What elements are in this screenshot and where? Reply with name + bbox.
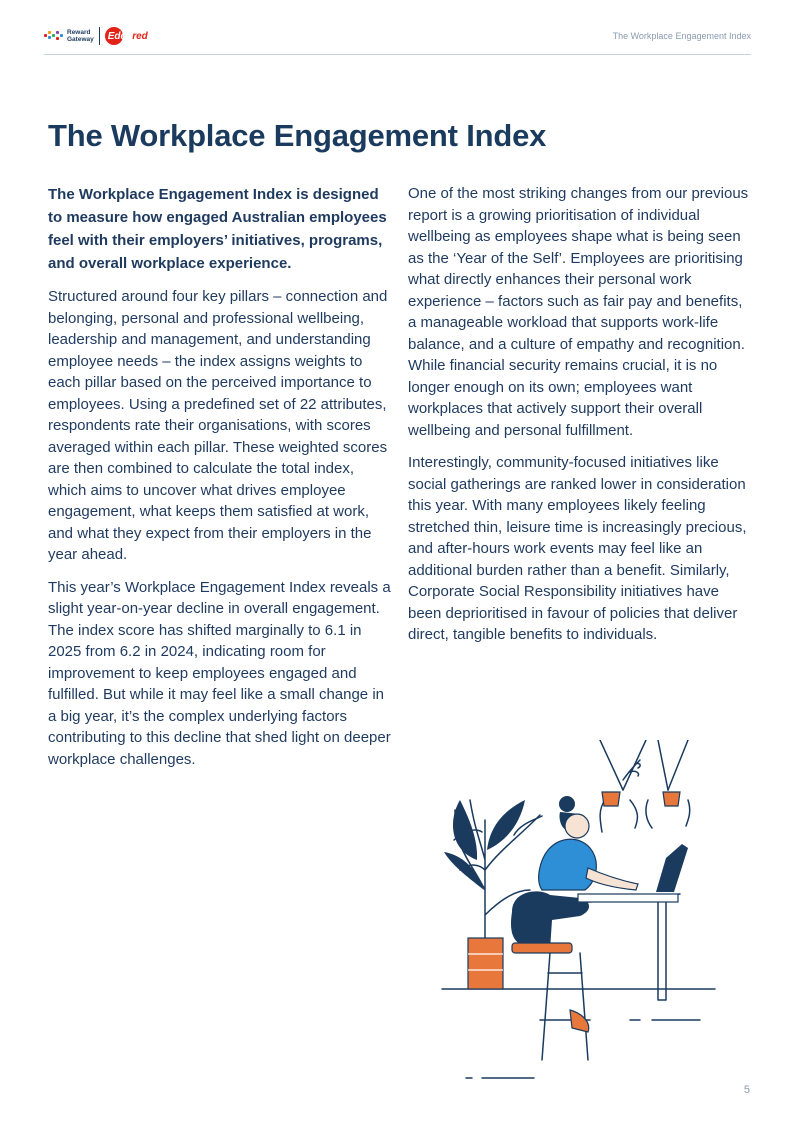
body-paragraph: This year’s Workplace Engagement Index reveals a slight year-on-year decline in overall engagement. The index score has shifted marginally to 6.1 in 2025 from 6.2 in 2024, indicating room for improvement to keep employees engaged and fulfilled. But while it may feel like a small change in a big year, it’s the complex underlying factors contributing to this decline that shed light on deeper workplace challenges. (48, 578, 391, 768)
right-column (408, 183, 754, 657)
body-paragraph: One of the most striking changes from our previous report is a growing prioritisation of individual wellbeing as employees shape what is being seen as the ‘Year of the Self’. Employees are prioritising what directly enhances their personal work experience – factors such as fair pay and benefits, a manageable workload that supports work-life balance, and a culture of empathy and recognition. While financial security remains crucial, it is no longer enough on its own; employees want workplaces that actively support their overall wellbeing and personal fulfillment. (408, 185, 749, 439)
left-column (48, 183, 393, 781)
body-paragraph: Interestingly, community-focused initiatives like social gatherings are ranked lower in consideration this year. With many employees likely feeling stretched thin, leisure time is increasingly precious, and after-hours work events may feel like an additional burden rather than a benefit. Similarly, Corporate Social Responsibility initiatives have been deprioritised in favour of policies that deliver direct, tangible benefits to individuals. (408, 454, 747, 643)
logo-divider (99, 27, 100, 45)
header-divider (44, 54, 751, 55)
person-working-at-laptop-illustration (430, 740, 730, 1090)
page-title: The Workplace Engagement Index (48, 118, 547, 153)
lead-paragraph: The Workplace Engagement Index is designed to measure how engaged Australian employees feel with their employers’ initiatives, programs, and overall workplace experience. (48, 186, 387, 272)
page-header (44, 24, 751, 54)
running-header-title: The Workplace Engagement Index (612, 31, 751, 41)
edenred-logo: Edenred (105, 26, 148, 46)
page-number: 5 (743, 1084, 750, 1096)
body-paragraph: Structured around four key pillars – connection and belonging, personal and professional wellbeing, leadership and management, and understanding employee needs – the index assigns weights to each pillar based on the perceived importance to employees. Using a predefined set of 22 attributes, respondents rate their organisations, with scores averaged within each pillar. These weighted scores are then combined to calculate the total index, which aims to uncover what drives employee engagement, what keeps them satisfied at work, and what they expect from their employers in the year ahead. (48, 288, 388, 563)
reward-gateway-wordmark: Reward Gateway (67, 29, 94, 43)
brand-logo (44, 24, 148, 48)
reward-gateway-logo-icon (44, 30, 64, 42)
